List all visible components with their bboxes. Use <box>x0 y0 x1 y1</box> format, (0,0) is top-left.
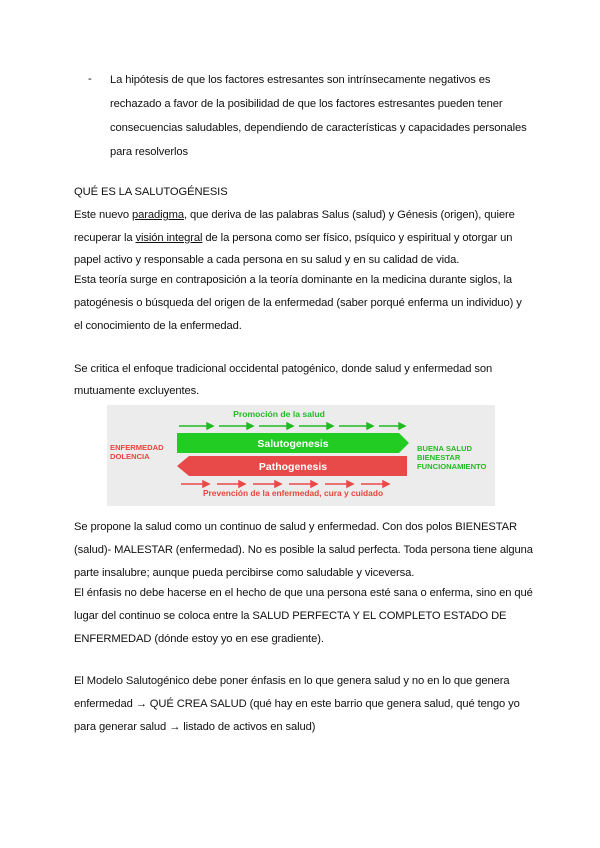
para4-line-1: El Modelo Salutogénico debe poner énfasis en lo que genera salud y no en lo que genera <box>74 675 510 687</box>
para4-line-3: para generar salud → listado de activos en salud) <box>74 721 316 733</box>
right-label-funcionamiento: FUNCIONAMIENTO <box>417 462 487 471</box>
bullet-marker: - <box>88 73 92 85</box>
para1-text: Este nuevo <box>74 209 132 221</box>
para1-text: recuperar la <box>74 232 136 244</box>
right-label-bienestar: BIENESTAR <box>417 453 461 462</box>
para2-line-2: mutuamente excluyentes. <box>74 385 200 397</box>
para1-line-2 <box>74 231 512 245</box>
paradigma-link[interactable]: paradigma <box>131 209 184 221</box>
para1-text: , que deriva de las palabras Salus (salud) y Génesis (origen), quiere <box>183 209 515 221</box>
para3-line-4: El énfasis no debe hacerse en el hecho de que una persona esté sana o enferma, sino en qué <box>74 587 533 599</box>
para1-line-3: papel activo y responsable a cada persona en su salud y en su calidad de vida. <box>74 254 460 266</box>
diagram-top-label: Promoción de la salud <box>233 409 325 419</box>
bullet-line-1: La hipótesis de que los factores estresantes son intrínsecamente negativos es <box>110 74 491 86</box>
para1-line-4: Esta teoría surge en contraposición a la teoría dominante en la medicina durante siglos, la <box>74 274 513 286</box>
vision-integral-link[interactable]: visión integral <box>135 232 203 244</box>
right-label-buena-salud: BUENA SALUD <box>417 444 472 453</box>
para1-line-5: patogénesis o búsqueda del origen de la enfermedad (saber porqué enferma un individuo) y <box>74 297 522 309</box>
left-label-enfermedad: ENFERMEDAD <box>110 443 164 452</box>
section-heading: QUÉ ES LA SALUTOGÉNESIS <box>74 186 228 198</box>
bullet-line-2: rechazado a favor de la posibilidad de que los factores estresantes pueden tener <box>110 98 503 110</box>
para1-line-1 <box>74 208 515 222</box>
bullet-line-4: para resolverlos <box>110 146 188 158</box>
para3-line-2: (salud)- MALESTAR (enfermedad). No es posible la salud perfecta. Toda persona tiene alguna <box>74 544 533 556</box>
salutogenesis-diagram <box>107 405 495 506</box>
salutogenesis-label: Salutogenesis <box>257 438 329 450</box>
para3-line-6: ENFERMEDAD (dónde estoy yo en ese gradiente). <box>74 633 324 645</box>
para3-line-3: parte insalubre; aunque pueda percibirse como saludable y viceversa. <box>74 567 415 579</box>
left-label-dolencia: DOLENCIA <box>110 452 150 461</box>
para3-line-5: lugar del continuo se coloca entre la SALUD PERFECTA Y EL COMPLETO ESTADO DE <box>74 610 507 622</box>
red-arrows-row <box>181 481 389 487</box>
bullet-line-3: consecuencias saludables, dependiendo de características y capacidades personales <box>110 122 527 134</box>
para1-line-6: el conocimiento de la enfermedad. <box>74 320 242 332</box>
green-arrows-row <box>179 423 405 429</box>
pathogenesis-label: Pathogenesis <box>258 461 328 473</box>
para1-text: de la persona como ser físico, psíquico y espiritual y otorgar un <box>202 232 513 244</box>
para3-line-1: Se propone la salud como un continuo de salud y enfermedad. Con dos polos BIENESTAR <box>74 521 517 533</box>
para4-line-2: enfermedad → QUÉ CREA SALUD (qué hay en este barrio que genera salud, qué tengo yo <box>74 698 520 710</box>
diagram-bottom-label: Prevención de la enfermedad, cura y cuidado <box>202 488 384 498</box>
para2-line-1: Se critica el enfoque tradicional occidental patogénico, donde salud y enfermedad son <box>74 363 493 375</box>
